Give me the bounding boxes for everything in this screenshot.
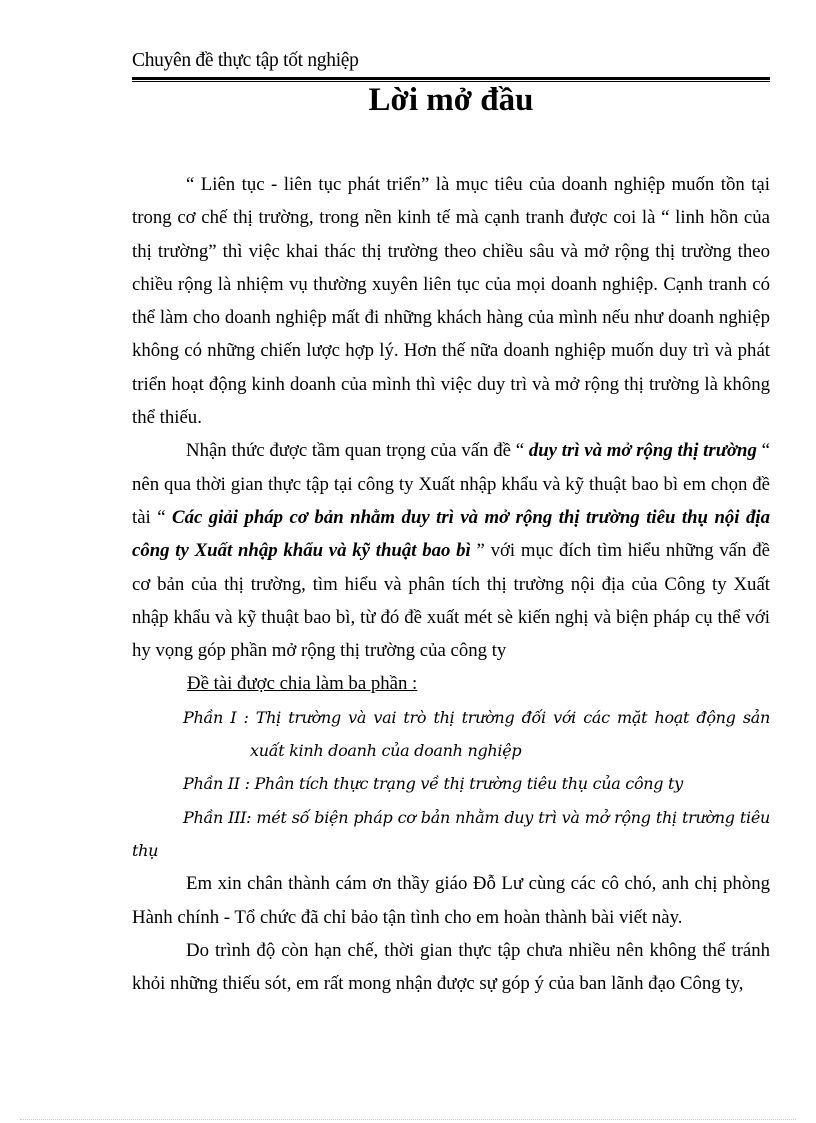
emphasis: duy trì và mở rộng thị trường bbox=[528, 440, 757, 462]
topic-title: Các giải pháp cơ bản nhằm duy trì và mở rộng thị trường tiêu thụ nội địa công ty Xuất nhập khẩu và kỹ thuật bao bì bbox=[132, 506, 770, 562]
page-title: Lời mở đầu bbox=[368, 82, 534, 118]
part-2: Phần II : Phân tích thực trạng về thị trường tiêu thụ của công ty bbox=[183, 774, 683, 794]
text: “ nên qua thời gian thực tập tại công ty Xuất nhập khẩu và kỹ thuật bao bì em chọn đề tài “ bbox=[132, 440, 770, 528]
document-body bbox=[132, 168, 770, 1000]
page-bottom-border bbox=[20, 1119, 796, 1120]
paragraph-topic bbox=[132, 434, 770, 667]
part-3: Phần III: mét số biện pháp cơ bản nhằm duy trì và mở rộng thị trường tiêu thụ bbox=[132, 807, 770, 860]
paragraph-thanks: Em xin chân thành cám ơn thầy giáo Đỗ Lư cùng các cô chó, anh chị phòng Hành chính - Tổ chức đã chỉ bảo tận tình cho em hoàn thành bài viết này. bbox=[132, 873, 770, 928]
part-1: Phần I : Thị trường và vai trò thị trường đối với các mặt hoạt động sản xuất kinh doanh của doanh nghiệp bbox=[183, 707, 770, 761]
running-header: Chuyên đề thực tập tốt nghiệp bbox=[132, 50, 359, 71]
text: ” với mục đích tìm hiểu những vấn đề cơ bản của thị trường, tìm hiểu và phân tích thị trường nội địa của Công ty Xuất nhập khẩu và kỹ thuật bao bì, từ đó đề xuất mét sè kiến nghị và biện pháp cụ thể với hy vọng góp phần mở rộng thị trường của công ty bbox=[132, 540, 770, 662]
parts-heading: Đề tài được chia làm ba phần : bbox=[187, 673, 418, 695]
paragraph-intro: “ Liên tục - liên tục phát triển” là mục tiêu của doanh nghiệp muốn tồn tại trong cơ chế thị trường, trong nền kinh tế mà cạnh tranh được coi là “ linh hồn của thị trường” thì việc khai thác thị trường theo chiều sâu và mở rộng thị trường theo chiều rộng là nhiệm vụ thường xuyên liên tục của mọi doanh nghiệp. Cạnh tranh có thể làm cho doanh nghiệp mất đi những khách hàng của mình nếu như doanh nghiệp không có những chiến lược hợp lý. Hơn thế nữa doanh nghiệp muốn duy trì và phát triển hoạt động kinh doanh của mình thì việc duy trì và mở rộng thị trường là không thể thiếu. bbox=[132, 174, 770, 429]
text: Nhận thức được tầm quan trọng của vấn đề “ bbox=[186, 440, 529, 462]
paragraph-closing: Do trình độ còn hạn chế, thời gian thực tập chưa nhiều nên không thể tránh khỏi những thiếu sót, em rất mong nhận được sự góp ý của ban lãnh đạo Công ty, bbox=[132, 939, 770, 995]
